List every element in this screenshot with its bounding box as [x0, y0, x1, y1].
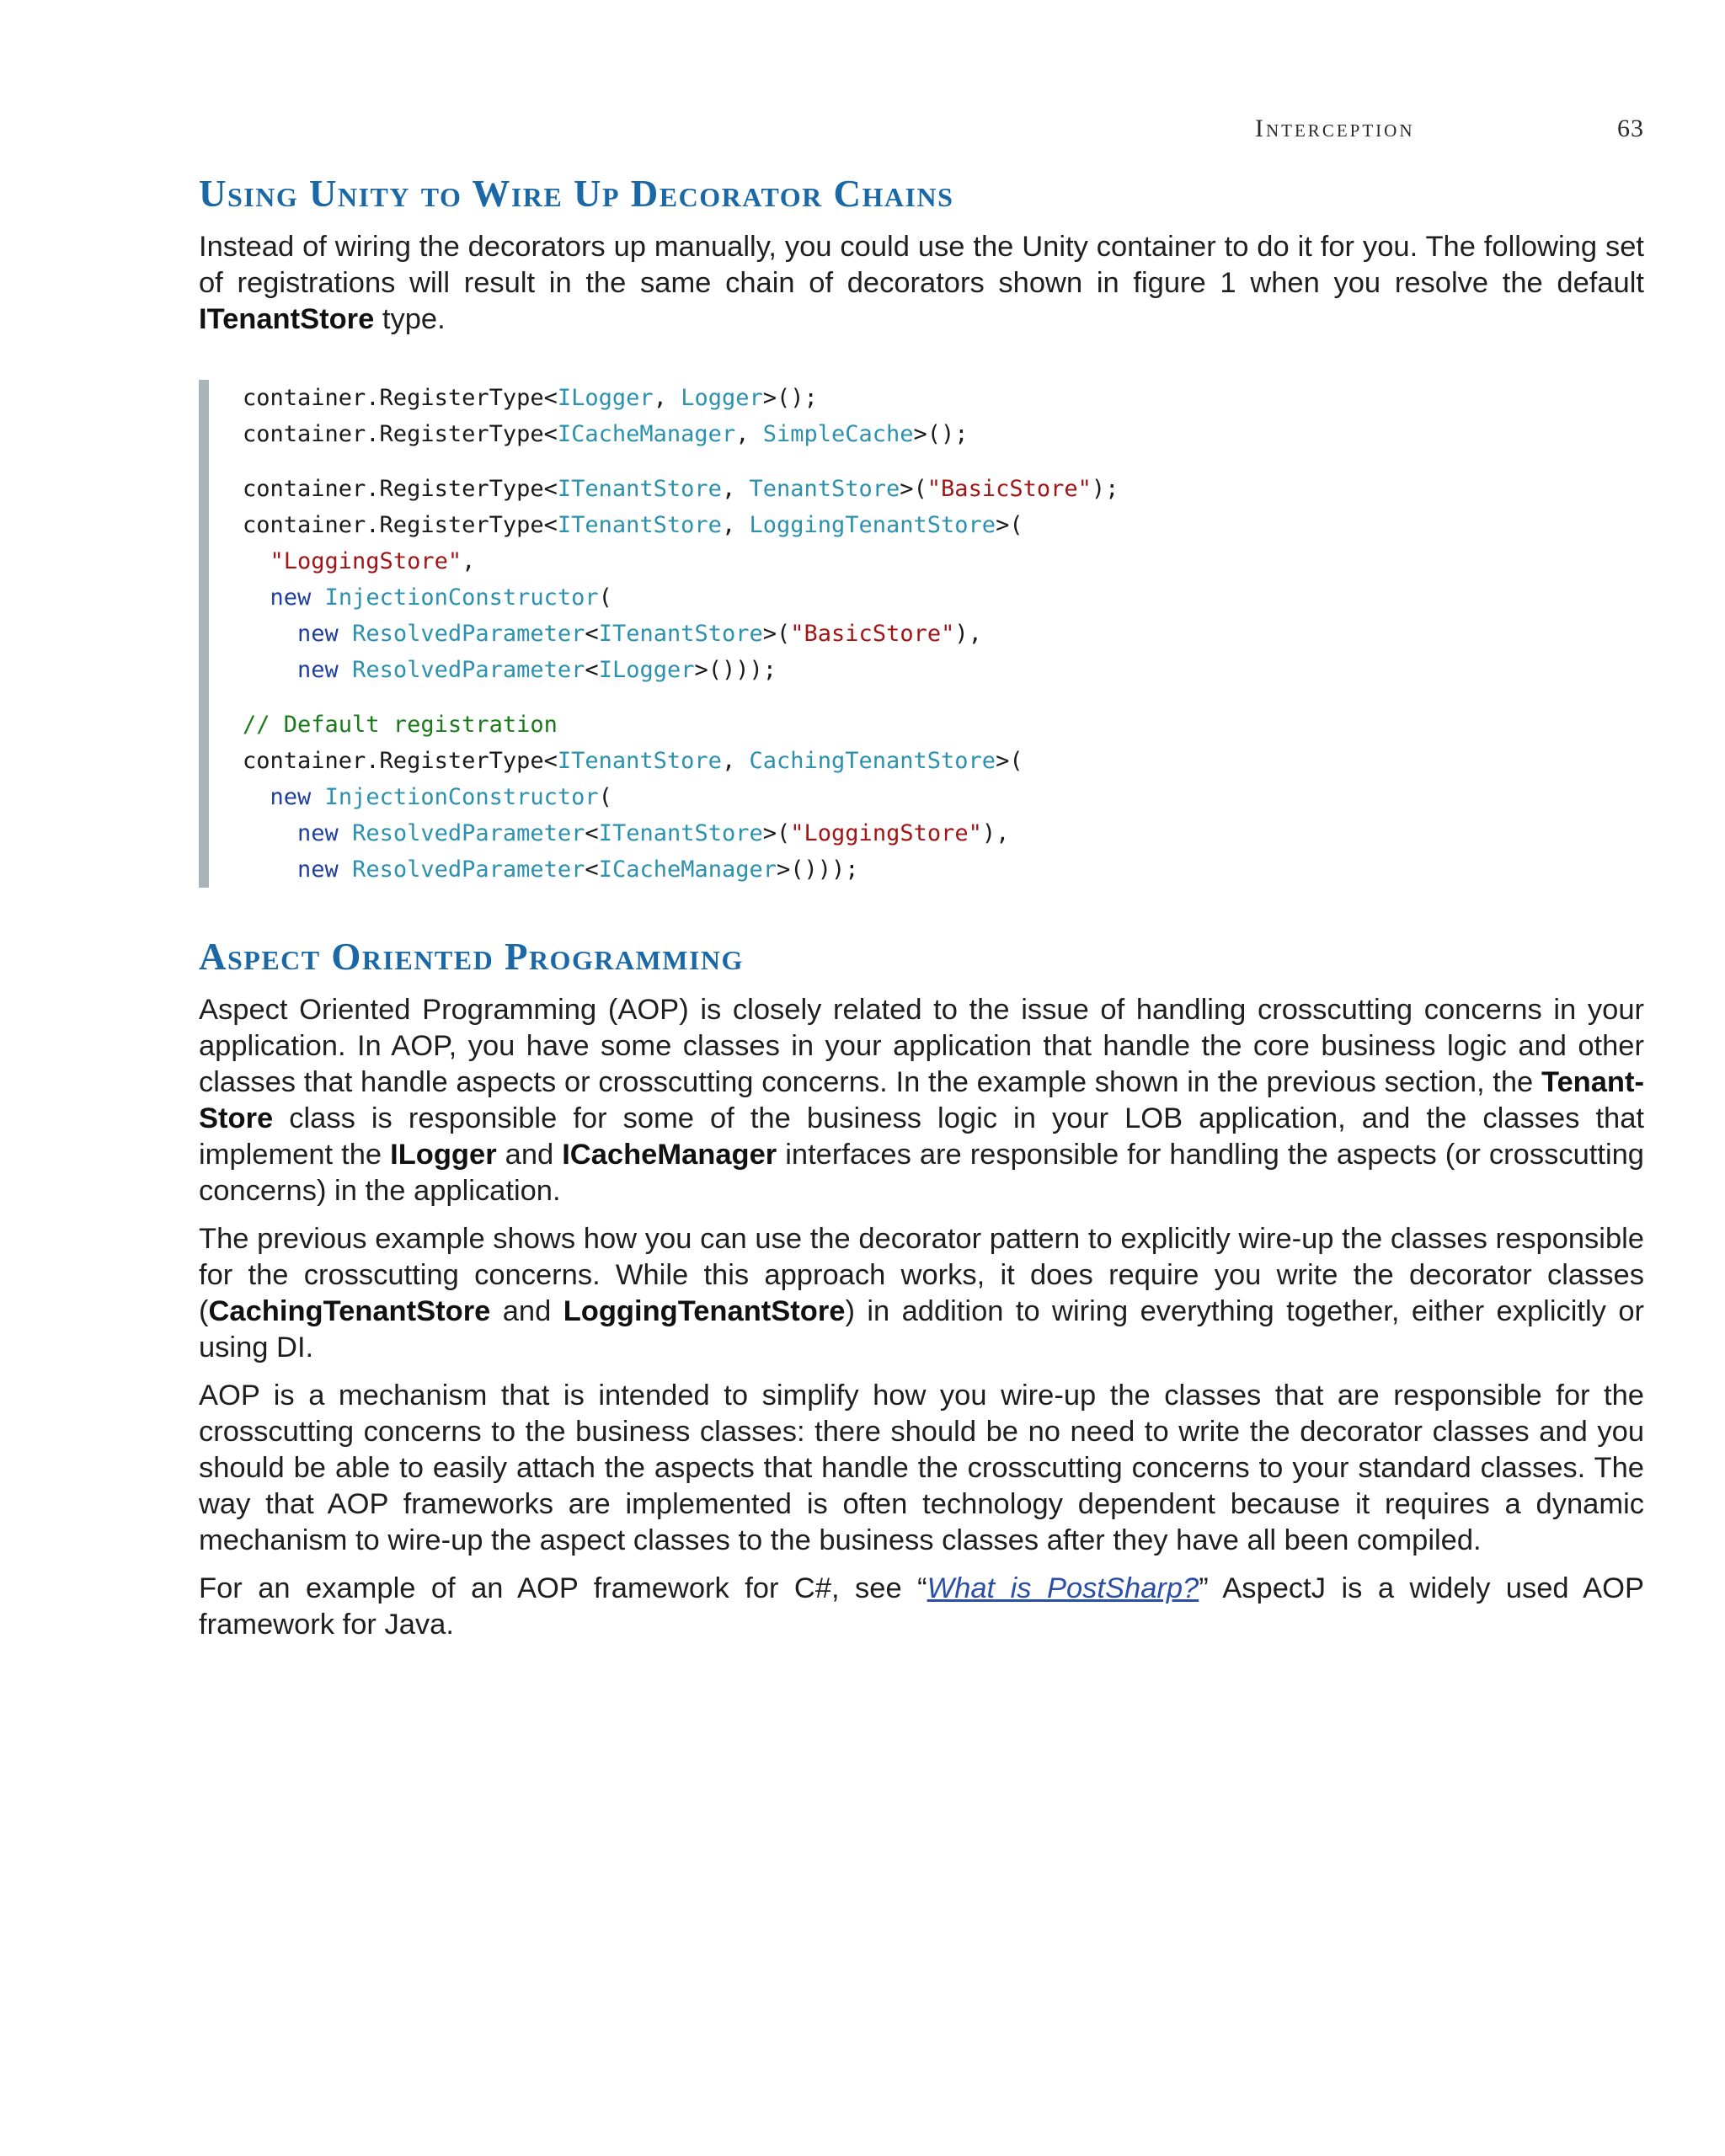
- aop-paragraph-1: [199, 992, 1644, 1209]
- code-type: TenantStore: [749, 476, 900, 502]
- bold-term: ICacheManager: [562, 1139, 777, 1171]
- code-text: container.RegisterType<: [243, 748, 558, 774]
- bold-term: LoggingTenantStore: [563, 1295, 846, 1327]
- code-type: InjectionConstructor: [324, 584, 599, 611]
- code-string: "LoggingStore": [790, 820, 982, 846]
- code-line: [243, 652, 1644, 688]
- code-text: >();: [762, 385, 818, 411]
- code-text: ,: [735, 421, 763, 447]
- text-run: interfaces are responsible for handling the aspects (or crosscutting concerns) in the application.: [199, 1139, 1644, 1207]
- running-head-title: Interception: [1255, 115, 1415, 142]
- code-text: ,: [721, 476, 750, 502]
- code-text: );: [1091, 476, 1119, 502]
- text-run: For an example of an AOP framework for C#, see “: [199, 1572, 927, 1604]
- code-line: [243, 743, 1644, 779]
- code-text: <: [585, 657, 599, 683]
- code-text: ,: [721, 748, 750, 774]
- postsharp-link[interactable]: What is PostSharp?: [927, 1572, 1199, 1604]
- code-type: ICacheManager: [598, 857, 777, 883]
- code-keyword: new: [297, 657, 339, 683]
- code-keyword: new: [297, 621, 339, 647]
- code-type: CachingTenantStore: [749, 748, 996, 774]
- text-run: class is responsible for some of the business logic in your LOB application, and the classes that implement the: [199, 1102, 1644, 1171]
- code-type: InjectionConstructor: [324, 784, 599, 810]
- code-text: container.RegisterType<: [243, 476, 558, 502]
- code-listing: [199, 380, 1644, 888]
- code-text: >(: [762, 621, 791, 647]
- code-string: "LoggingStore": [270, 548, 462, 574]
- code-text: <: [585, 621, 599, 647]
- running-head: [1255, 115, 1644, 148]
- code-text: (: [598, 784, 612, 810]
- code-line: [243, 380, 1644, 416]
- bold-term: ILogger: [390, 1139, 497, 1171]
- code-string: "BasicStore": [927, 476, 1092, 502]
- code-text: ),: [981, 820, 1010, 846]
- code-text: >(: [996, 748, 1023, 774]
- code-type: ITenantStore: [598, 820, 763, 846]
- code-comment: // Default registration: [243, 712, 558, 738]
- code-type: ResolvedParameter: [352, 621, 585, 647]
- code-type: ResolvedParameter: [352, 820, 585, 846]
- code-text: >(: [900, 476, 927, 502]
- code-text: >()));: [777, 857, 859, 883]
- code-text: container.RegisterType<: [243, 421, 558, 447]
- code-text: container.RegisterType<: [243, 512, 558, 538]
- code-type: ITenantStore: [557, 512, 722, 538]
- code-line: [243, 416, 1644, 452]
- text-run: Aspect Oriented Programming (AOP) is closely related to the issue of handling crosscutting concerns in your application. In AOP, you have some classes in your application that handle the core business logic and other classes that handle aspects or crosscutting concerns. In the example shown in the previous section, the: [199, 994, 1644, 1098]
- code-text: >(: [762, 820, 791, 846]
- code-text: >();: [913, 421, 969, 447]
- code-string: "BasicStore": [790, 621, 955, 647]
- text-run: ) in addition to wiring everything together, either explicitly or using DI.: [199, 1295, 1645, 1364]
- code-text: <: [585, 820, 599, 846]
- code-text: (: [598, 584, 612, 611]
- code-type: ILogger: [557, 385, 654, 411]
- code-text: >()));: [694, 657, 777, 683]
- code-keyword: new: [297, 820, 339, 846]
- code-text: ,: [462, 548, 476, 574]
- text-run: and: [496, 1139, 563, 1171]
- code-text: ,: [721, 512, 750, 538]
- code-text: container.RegisterType<: [243, 385, 558, 411]
- intro-paragraph: [199, 229, 1644, 338]
- text-run: ” AspectJ is a widely used AOP framework for Java.: [199, 1572, 1645, 1641]
- page-content: [199, 168, 1644, 1643]
- code-line: [243, 779, 1644, 815]
- page-number: 63: [1617, 115, 1644, 142]
- code-line: [243, 851, 1644, 888]
- code-keyword: new: [270, 784, 312, 810]
- code-line: [243, 579, 1644, 616]
- code-line: [243, 616, 1644, 652]
- aop-paragraph-3: AOP is a mechanism that is intended to simplify how you wire-up the classes that are responsible for the crosscutting concerns to the business classes: there should be no need to write the decorator classes and you should be able to easily attach the aspects that handle the crosscutting concerns to your standard classes. The way that AOP frameworks are implemented is often technology dependent because it requires a dynamic mechanism to wire-up the aspect classes to the business classes after they have all been compiled.: [199, 1380, 1644, 1556]
- code-text: <: [585, 857, 599, 883]
- text-run: Instead of wiring the decorators up manually, you could use the Unity container to do it for you. The following set of registrations will result in the same chain of decorators shown in figure 1 when you resolve the default: [199, 231, 1644, 299]
- code-text: ,: [653, 385, 681, 411]
- aop-paragraph-2: [199, 1221, 1644, 1366]
- code-line: [243, 471, 1644, 507]
- aop-paragraph-4: [199, 1571, 1644, 1643]
- code-text: >(: [996, 512, 1023, 538]
- code-type: ResolvedParameter: [352, 857, 585, 883]
- text-run: and: [490, 1295, 563, 1327]
- code-line: [243, 507, 1644, 543]
- code-type: ILogger: [598, 657, 695, 683]
- code-type: ITenantStore: [598, 621, 763, 647]
- code-type: ITenantStore: [557, 748, 722, 774]
- text-run: type.: [374, 303, 446, 335]
- code-line: [243, 707, 1644, 743]
- code-type: ICacheManager: [557, 421, 736, 447]
- section-heading-unity-decorators: Using Unity to Wire Up Decorator Chains: [199, 173, 954, 215]
- code-type: SimpleCache: [762, 421, 914, 447]
- section-heading-aop: Aspect Oriented Programming: [199, 936, 744, 978]
- code-text: ),: [954, 621, 982, 647]
- bold-term: CachingTenantStore: [208, 1295, 491, 1327]
- bold-term: TenantStore: [199, 1066, 1644, 1134]
- bold-term: ITenantStore: [199, 303, 375, 335]
- code-type: LoggingTenantStore: [749, 512, 996, 538]
- code-type: ResolvedParameter: [352, 657, 585, 683]
- code-type: ITenantStore: [557, 476, 722, 502]
- code-type: Logger: [681, 385, 763, 411]
- code-keyword: new: [297, 857, 339, 883]
- code-keyword: new: [270, 584, 312, 611]
- code-line: [243, 815, 1644, 851]
- text-run: The previous example shows how you can use the decorator pattern to explicitly wire-up the classes responsible for the crosscutting concerns. While this approach works, it does require you write the decorator classes (: [199, 1223, 1644, 1327]
- code-line: [243, 543, 1644, 579]
